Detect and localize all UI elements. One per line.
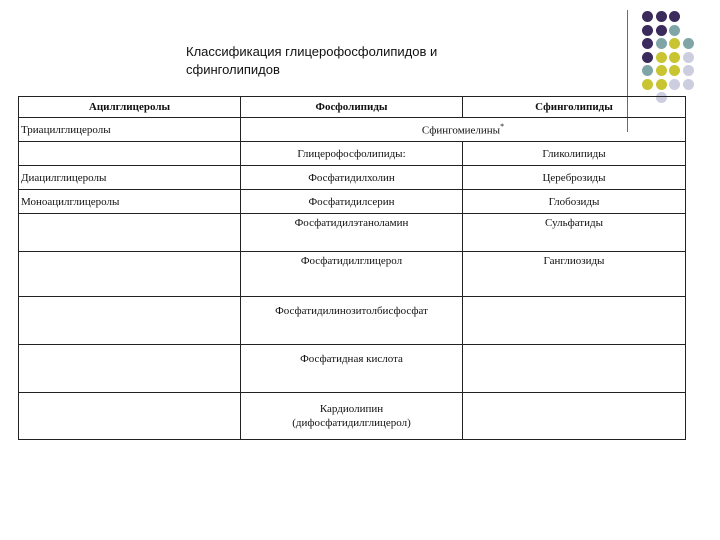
table-row [19, 297, 686, 345]
lipid-classification-table [18, 96, 686, 440]
decorative-dot [642, 52, 653, 63]
cell-diacylglycerols: Диацилглицеролы [19, 166, 241, 190]
cell-monoacylglycerols: Моноацилглицеролы [19, 190, 241, 214]
decorative-dot [656, 65, 667, 76]
cell-glycolipids: Гликолипиды [463, 142, 686, 166]
header-phospholipids: Фосфолипиды [241, 97, 463, 118]
cell-triacylglycerols: Триацилглицеролы [19, 118, 241, 142]
header-sphingolipids: Сфинголипиды [463, 97, 686, 118]
decorative-dot [683, 52, 694, 63]
sphingomyelins-label: Сфингомиелины [421, 124, 501, 137]
cell-gangliosides: Ганглиозиды [463, 252, 686, 297]
decorative-dot [642, 65, 653, 76]
cell-phosphatidylserine: Фосфатидилсерин [241, 190, 463, 214]
title-line-1: Классификация глицерофосфолипидов и [186, 44, 438, 59]
cell-empty [19, 345, 241, 393]
cardiolipin-name: Кардиолипин [319, 403, 384, 415]
cell-cardiolipin [241, 393, 463, 440]
table-row [19, 345, 686, 393]
cell-empty [19, 252, 241, 297]
cardiolipin-synonym: (дифосфатидилглицерол) [292, 417, 411, 429]
cell-glycerophospholipids: Глицерофосфолипиды: [241, 142, 463, 166]
decorative-dot [642, 11, 653, 22]
decorative-dot [683, 79, 694, 90]
decorative-dot [669, 79, 680, 90]
cell-empty [463, 345, 686, 393]
cell-phosphatidylinositol-bisphosphate: Фосфатидилинозитолбисфосфат [241, 297, 463, 345]
cell-empty [19, 393, 241, 440]
table-row [19, 97, 686, 118]
decorative-dot [656, 52, 667, 63]
decorative-dot [642, 79, 653, 90]
table-row [19, 118, 686, 142]
decorative-dot [656, 11, 667, 22]
footnote-mark: * [500, 122, 505, 132]
table-row [19, 166, 686, 190]
table-row [19, 214, 686, 252]
cell-phosphatidylcholine: Фосфатидилхолин [241, 166, 463, 190]
table-row [19, 252, 686, 297]
decorative-dot [669, 25, 680, 36]
cell-globosides: Глобозиды [463, 190, 686, 214]
cell-sphingomyelins [241, 118, 686, 142]
cell-phosphatidic-acid: Фосфатидная кислота [241, 345, 463, 393]
decorative-dot [669, 65, 680, 76]
cell-sulfatides: Сульфатиды [463, 214, 686, 252]
slide-title [186, 43, 437, 79]
decorative-dot [669, 38, 680, 49]
cell-empty [19, 214, 241, 252]
cell-empty [463, 297, 686, 345]
decorative-dot [642, 25, 653, 36]
decorative-dot [669, 11, 680, 22]
cell-phosphatidylglycerol: Фосфатидилглицерол [241, 252, 463, 297]
table-row [19, 393, 686, 440]
cell-empty [463, 393, 686, 440]
cell-empty [19, 297, 241, 345]
cell-phosphatidylethanolamine: Фосфатидилэтаноламин [241, 214, 463, 252]
decorative-dot [669, 52, 680, 63]
decorative-dot [656, 38, 667, 49]
decorative-dot [656, 79, 667, 90]
table-row [19, 190, 686, 214]
decorative-dot [683, 65, 694, 76]
cell-empty [19, 142, 241, 166]
title-line-2: сфинголипидов [186, 62, 280, 77]
table-row [19, 142, 686, 166]
header-acylglycerols: Ацилглицеролы [19, 97, 241, 118]
decorative-dot [642, 38, 653, 49]
decorative-dot [656, 25, 667, 36]
cell-cerebrosides: Цереброзиды [463, 166, 686, 190]
decorative-dot [683, 38, 694, 49]
